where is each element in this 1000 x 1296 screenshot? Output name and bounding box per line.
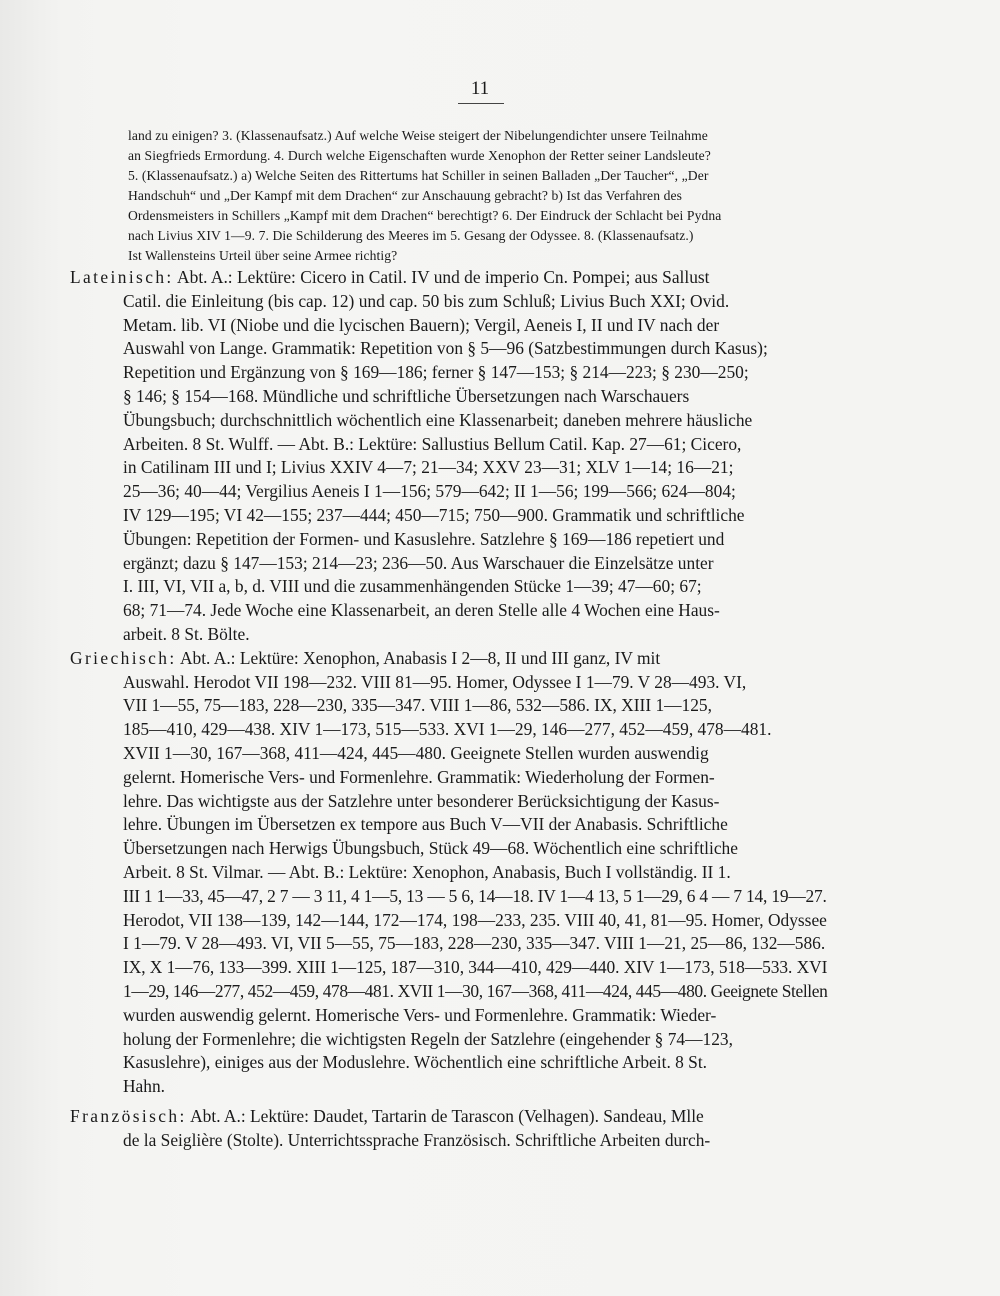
subject-heading: Lateinisch: [70,267,174,287]
text-line: Kasuslehre), einiges aus der Moduslehre. Wöchentlich eine schriftliche Arbeit. 8 St. [123,1052,708,1073]
text-line: I. III, VI, VII a, b, d. VIII und die zusammenhängenden Stücke 1—39; 47—60; 67; [123,576,702,597]
text-line: Übungen: Repetition der Formen- und Kasuslehre. Satzlehre § 169—186 repetiert und [123,528,725,549]
text-line: 5. (Klassenaufsatz.) a) Welche Seiten des Rittertums hat Schiller in seinen Balladen „Der Taucher“, „Der [128,168,709,183]
text-line: Arbeit. 8 St. Vilmar. — Abt. B.: Lektüre: Xenophon, Anabasis, Buch I vollständig. II 1. [123,861,731,882]
text-line: Handschuh“ und „Der Kampf mit dem Drachen“ zur Anschauung gebracht? b) Ist das Verfahren des [128,188,683,203]
text-line: Lateinisch: Abt. A.: Lektüre: Cicero in Catil. IV und de imperio Cn. Pompei; aus Sallust [70,267,710,287]
text-line: 1—29, 146—277, 452—459, 478—481. XVII 1—30, 167—368, 411—424, 445—480. Geeignete Stellen [123,980,828,1001]
text-line: ergänzt; dazu § 147—153; 214—23; 236—50. Aus Warschauer die Einzelsätze unter [123,552,714,573]
section-greek [70,647,880,1099]
text-line: in Catilinam III und I; Livius XXIV 4—7; 21—34; XXV 23—31; XLV 1—14; 16—21; [123,457,734,478]
text-line: VII 1—55, 75—183, 228—230, 335—347. VIII 1—86, 532—586. IX, XIII 1—125, [123,695,712,716]
text-line: wurden auswendig gelernt. Homerische Vers- und Formenlehre. Grammatik: Wieder- [123,1004,717,1025]
text-line: gelernt. Homerische Vers- und Formenlehre. Grammatik: Wiederholung der Formen- [123,766,715,787]
text-line: Ordensmeisters in Schillers „Kampf mit dem Drachen“ berechtigt? 6. Der Eindruck der Schlacht bei Pydna [128,208,722,223]
text-line: Französisch: Abt. A.: Lektüre: Daudet, Tartarin de Tarascon (Velhagen). Sandeau, Mlle [70,1105,704,1126]
text-line: IV 129—195; VI 42—155; 237—444; 450—715; 750—900. Grammatik und schriftliche [123,504,745,525]
text-line: 25—36; 40—44; Vergilius Aeneis I 1—156; 579—642; II 1—56; 199—566; 624—804; [123,481,736,502]
text-line: lehre. Das wichtigste aus der Satzlehre unter besonderer Berücksichtigung der Kasus- [123,790,720,811]
text-line: Repetition und Ergänzung von § 169—186; ferner § 147—153; § 214—223; § 230—250; [123,362,749,383]
section-latin [70,266,880,647]
subject-heading: Griechisch: [70,647,177,668]
text-line: land zu einigen? 3. (Klassenaufsatz.) Auf welche Weise steigert der Nibelungendichter unsere Teilnahme [128,128,708,143]
text-line: Hahn. [123,1076,166,1097]
text-line: de la Seiglière (Stolte). Unterrichtssprache Französisch. Schriftliche Arbeiten durch- [123,1129,711,1150]
text-line: Herodot, VII 138—139, 142—144, 172—174, 198—233, 235. VIII 40, 41, 81—95. Homer, Odyssee [123,909,827,930]
text-line: 185—410, 429—438. XIV 1—173, 515—533. XVI 1—29, 146—277, 452—459, 478—481. [123,719,772,740]
text-line: Auswahl von Lange. Grammatik: Repetition von § 5—96 (Satzbestimmungen durch Kasus); [123,338,768,359]
page-number-rule [458,103,504,104]
text-line: Catil. die Einleitung (bis cap. 12) und cap. 50 bis zum Schluß; Livius Buch XXI; Ovid. [123,290,730,311]
text-line: § 146; § 154—168. Mündliche und schriftliche Übersetzungen nach Warschauers [123,385,690,406]
text-line: Übersetzungen nach Herwigs Übungsbuch, Stück 49—68. Wöchentlich eine schriftliche [123,838,738,859]
text-line: arbeit. 8 St. Bölte. [123,623,250,644]
text-line: an Siegfrieds Ermordung. 4. Durch welche Eigenschaften wurde Xenophon der Retter seiner Landsleute? [128,148,711,163]
text-line: Ist Wallensteins Urteil über seine Armee richtig? [128,248,398,263]
text-line: nach Livius XIV 1—9. 7. Die Schilderung des Meeres im 5. Gesang der Odyssee. 8. (Klassenaufsatz.) [128,228,694,243]
text-line: 68; 71—74. Jede Woche eine Klassenarbeit, an deren Stelle alle 4 Wochen eine Haus- [123,600,720,621]
text-line: Übungsbuch; durchschnittlich wöchentlich eine Klassenarbeit; daneben mehrere häusliche [123,409,753,430]
text-line: IX, X 1—76, 133—399. XIII 1—125, 187—310, 344—410, 429—440. XIV 1—173, 518—533. XVI [123,957,828,978]
page-number: 11 [470,78,490,99]
text-line: Griechisch: Abt. A.: Lektüre: Xenophon, Anabasis I 2—8, II und III ganz, IV mit [70,647,661,668]
text-line: holung der Formenlehre; die wichtigsten Regeln der Satzlehre (eingehender § 74—123, [123,1028,733,1049]
german-essay-topics [128,126,880,266]
subject-heading: Französisch: [70,1105,187,1126]
text-line: III 1 1—33, 45—47, 2 7 — 3 11, 4 1—5, 13 — 5 6, 14—18. IV 1—4 13, 5 1—29, 6 4 — 7 14, 19—27. [123,885,827,906]
text-line: XVII 1—30, 167—368, 411—424, 445—480. Geeignete Stellen wurden auswendig [123,742,709,763]
text-line: I 1—79. V 28—493. VI, VII 5—55, 75—183, 228—230, 335—347. VIII 1—21, 25—86, 132—586. [123,933,826,954]
text-line: Metam. lib. VI (Niobe und die lycischen Bauern); Vergil, Aeneis I, II und IV nach der [123,314,720,335]
text-line: Auswahl. Herodot VII 198—232. VIII 81—95. Homer, Odyssee I 1—79. V 28—493. VI, [123,671,747,692]
text-line: Arbeiten. 8 St. Wulff. — Abt. B.: Lektüre: Sallustius Bellum Catil. Kap. 27—61; Cicero, [123,433,742,454]
curriculum-body [70,266,880,1152]
text-line: lehre. Übungen im Übersetzen ex tempore aus Buch V—VII der Anabasis. Schriftliche [123,814,728,835]
section-french [70,1105,880,1153]
